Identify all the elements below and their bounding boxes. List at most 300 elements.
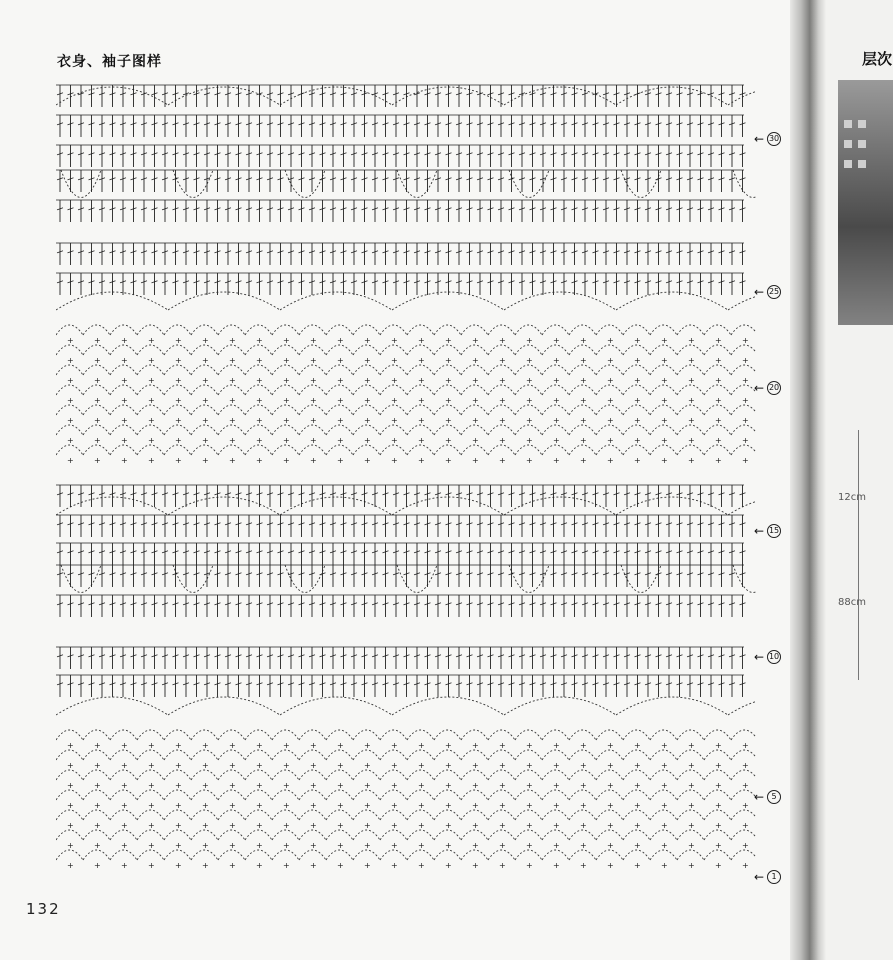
- svg-text:+: +: [310, 841, 317, 850]
- svg-text:+: +: [229, 761, 236, 770]
- svg-text:+: +: [580, 436, 587, 445]
- svg-text:+: +: [229, 841, 236, 850]
- svg-text:+: +: [229, 821, 236, 830]
- svg-text:+: +: [418, 356, 425, 365]
- right-page-heading: 层次: [862, 50, 893, 68]
- svg-text:+: +: [310, 396, 317, 405]
- svg-text:+: +: [256, 416, 263, 425]
- svg-text:+: +: [742, 801, 749, 810]
- svg-text:+: +: [337, 761, 344, 770]
- svg-text:+: +: [202, 436, 209, 445]
- svg-text:+: +: [661, 356, 668, 365]
- svg-text:+: +: [148, 801, 155, 810]
- svg-text:+: +: [67, 761, 74, 770]
- svg-text:+: +: [175, 376, 182, 385]
- svg-text:+: +: [283, 821, 290, 830]
- svg-text:+: +: [661, 801, 668, 810]
- svg-text:+: +: [229, 376, 236, 385]
- svg-text:+: +: [526, 436, 533, 445]
- svg-text:+: +: [553, 861, 560, 870]
- svg-text:+: +: [94, 416, 101, 425]
- svg-text:+: +: [499, 801, 506, 810]
- svg-text:+: +: [445, 821, 452, 830]
- svg-text:+: +: [634, 416, 641, 425]
- svg-text:+: +: [148, 376, 155, 385]
- svg-text:+: +: [553, 841, 560, 850]
- svg-text:+: +: [661, 781, 668, 790]
- svg-text:+: +: [121, 781, 128, 790]
- svg-text:+: +: [148, 436, 155, 445]
- svg-text:+: +: [445, 416, 452, 425]
- svg-text:+: +: [283, 416, 290, 425]
- svg-text:+: +: [607, 396, 614, 405]
- svg-text:+: +: [391, 416, 398, 425]
- svg-text:+: +: [310, 821, 317, 830]
- svg-text:+: +: [364, 841, 371, 850]
- svg-text:+: +: [337, 396, 344, 405]
- svg-text:+: +: [526, 821, 533, 830]
- svg-text:+: +: [688, 841, 695, 850]
- svg-text:+: +: [391, 761, 398, 770]
- svg-text:+: +: [94, 356, 101, 365]
- svg-text:+: +: [391, 356, 398, 365]
- svg-text:+: +: [337, 436, 344, 445]
- svg-text:+: +: [634, 821, 641, 830]
- svg-text:+: +: [283, 456, 290, 465]
- svg-text:+: +: [364, 356, 371, 365]
- svg-text:+: +: [472, 456, 479, 465]
- row-marker-25: ← 25: [754, 285, 780, 299]
- svg-text:+: +: [580, 841, 587, 850]
- svg-text:+: +: [445, 841, 452, 850]
- svg-text:+: +: [121, 456, 128, 465]
- svg-text:+: +: [202, 336, 209, 345]
- svg-text:+: +: [607, 376, 614, 385]
- svg-text:+: +: [661, 821, 668, 830]
- svg-text:+: +: [418, 741, 425, 750]
- svg-text:+: +: [526, 841, 533, 850]
- svg-text:+: +: [283, 861, 290, 870]
- svg-text:+: +: [499, 841, 506, 850]
- svg-text:+: +: [445, 376, 452, 385]
- svg-text:+: +: [310, 336, 317, 345]
- svg-text:+: +: [418, 781, 425, 790]
- svg-text:+: +: [472, 396, 479, 405]
- svg-text:+: +: [283, 761, 290, 770]
- svg-text:+: +: [526, 396, 533, 405]
- svg-text:+: +: [715, 376, 722, 385]
- svg-text:+: +: [67, 356, 74, 365]
- svg-text:+: +: [67, 376, 74, 385]
- svg-text:+: +: [607, 801, 614, 810]
- svg-text:+: +: [661, 376, 668, 385]
- svg-text:+: +: [553, 436, 560, 445]
- svg-text:+: +: [148, 821, 155, 830]
- svg-text:+: +: [364, 821, 371, 830]
- svg-text:+: +: [94, 861, 101, 870]
- svg-text:+: +: [607, 841, 614, 850]
- svg-text:+: +: [526, 781, 533, 790]
- svg-text:+: +: [526, 456, 533, 465]
- svg-text:+: +: [391, 741, 398, 750]
- svg-text:+: +: [526, 376, 533, 385]
- svg-text:+: +: [364, 336, 371, 345]
- svg-text:+: +: [526, 416, 533, 425]
- svg-text:+: +: [283, 376, 290, 385]
- svg-text:+: +: [553, 781, 560, 790]
- svg-text:+: +: [364, 416, 371, 425]
- svg-text:+: +: [715, 741, 722, 750]
- svg-text:+: +: [634, 376, 641, 385]
- svg-text:+: +: [202, 456, 209, 465]
- left-arrow-icon: ←: [754, 790, 765, 804]
- svg-text:+: +: [148, 416, 155, 425]
- svg-text:+: +: [661, 841, 668, 850]
- svg-text:+: +: [67, 841, 74, 850]
- svg-text:+: +: [283, 781, 290, 790]
- svg-text:+: +: [499, 761, 506, 770]
- svg-text:+: +: [175, 436, 182, 445]
- svg-text:+: +: [67, 456, 74, 465]
- svg-text:+: +: [499, 356, 506, 365]
- svg-text:+: +: [553, 416, 560, 425]
- svg-text:+: +: [202, 416, 209, 425]
- svg-text:+: +: [418, 376, 425, 385]
- svg-text:+: +: [364, 801, 371, 810]
- svg-text:+: +: [553, 356, 560, 365]
- svg-text:+: +: [607, 821, 614, 830]
- page-number: 132: [26, 900, 61, 918]
- svg-text:+: +: [418, 821, 425, 830]
- svg-text:+: +: [337, 781, 344, 790]
- svg-text:+: +: [607, 356, 614, 365]
- svg-text:+: +: [310, 761, 317, 770]
- svg-text:+: +: [310, 436, 317, 445]
- svg-text:+: +: [634, 336, 641, 345]
- svg-text:+: +: [94, 436, 101, 445]
- svg-text:+: +: [148, 741, 155, 750]
- svg-text:+: +: [256, 841, 263, 850]
- svg-text:+: +: [310, 456, 317, 465]
- svg-text:+: +: [634, 436, 641, 445]
- svg-text:+: +: [202, 801, 209, 810]
- left-arrow-icon: ←: [754, 381, 765, 395]
- svg-text:+: +: [499, 741, 506, 750]
- svg-text:+: +: [526, 356, 533, 365]
- svg-text:+: +: [742, 841, 749, 850]
- svg-text:+: +: [283, 801, 290, 810]
- svg-text:+: +: [67, 436, 74, 445]
- svg-text:+: +: [580, 396, 587, 405]
- measurement-label-a: 12cm: [838, 492, 866, 503]
- svg-text:+: +: [688, 396, 695, 405]
- svg-text:+: +: [607, 336, 614, 345]
- svg-text:+: +: [229, 356, 236, 365]
- svg-text:+: +: [175, 841, 182, 850]
- svg-text:+: +: [553, 741, 560, 750]
- svg-text:+: +: [715, 841, 722, 850]
- svg-text:+: +: [364, 761, 371, 770]
- svg-text:+: +: [202, 821, 209, 830]
- svg-text:+: +: [202, 861, 209, 870]
- svg-text:+: +: [580, 356, 587, 365]
- svg-text:+: +: [553, 761, 560, 770]
- left-arrow-icon: ←: [754, 650, 765, 664]
- svg-text:+: +: [607, 761, 614, 770]
- svg-text:+: +: [634, 741, 641, 750]
- svg-text:+: +: [391, 376, 398, 385]
- svg-text:+: +: [526, 801, 533, 810]
- svg-text:+: +: [337, 821, 344, 830]
- svg-text:+: +: [445, 801, 452, 810]
- svg-text:+: +: [742, 336, 749, 345]
- svg-text:+: +: [391, 336, 398, 345]
- svg-text:+: +: [418, 841, 425, 850]
- row-marker-15: ← 15: [754, 524, 780, 538]
- svg-text:+: +: [283, 356, 290, 365]
- svg-text:+: +: [418, 436, 425, 445]
- left-arrow-icon: ←: [754, 870, 765, 884]
- svg-text:+: +: [715, 356, 722, 365]
- row-marker-10: ← 10: [754, 650, 780, 664]
- svg-text:+: +: [688, 416, 695, 425]
- svg-text:+: +: [121, 416, 128, 425]
- svg-text:+: +: [148, 861, 155, 870]
- svg-text:+: +: [661, 336, 668, 345]
- svg-text:+: +: [526, 741, 533, 750]
- svg-text:+: +: [661, 741, 668, 750]
- svg-text:+: +: [256, 396, 263, 405]
- svg-text:+: +: [472, 761, 479, 770]
- svg-text:+: +: [688, 741, 695, 750]
- svg-text:+: +: [229, 801, 236, 810]
- svg-text:+: +: [607, 741, 614, 750]
- svg-text:+: +: [688, 336, 695, 345]
- svg-text:+: +: [310, 781, 317, 790]
- svg-text:+: +: [310, 861, 317, 870]
- svg-text:+: +: [148, 396, 155, 405]
- svg-text:+: +: [256, 741, 263, 750]
- svg-text:+: +: [418, 336, 425, 345]
- svg-text:+: +: [94, 336, 101, 345]
- svg-text:+: +: [526, 336, 533, 345]
- svg-text:+: +: [391, 801, 398, 810]
- svg-text:+: +: [391, 821, 398, 830]
- svg-text:+: +: [607, 436, 614, 445]
- svg-text:+: +: [256, 336, 263, 345]
- svg-text:+: +: [364, 781, 371, 790]
- svg-text:+: +: [580, 741, 587, 750]
- svg-text:+: +: [229, 416, 236, 425]
- svg-text:+: +: [121, 436, 128, 445]
- svg-text:+: +: [580, 861, 587, 870]
- svg-text:+: +: [418, 861, 425, 870]
- svg-text:+: +: [229, 336, 236, 345]
- svg-text:+: +: [229, 436, 236, 445]
- svg-text:+: +: [337, 801, 344, 810]
- svg-text:+: +: [94, 781, 101, 790]
- svg-text:+: +: [67, 336, 74, 345]
- svg-text:+: +: [634, 781, 641, 790]
- svg-text:+: +: [148, 356, 155, 365]
- svg-text:+: +: [67, 801, 74, 810]
- svg-text:+: +: [175, 416, 182, 425]
- svg-text:+: +: [688, 821, 695, 830]
- left-arrow-icon: ←: [754, 285, 765, 299]
- svg-text:+: +: [121, 376, 128, 385]
- svg-text:+: +: [391, 456, 398, 465]
- svg-text:+: +: [283, 336, 290, 345]
- svg-text:+: +: [472, 821, 479, 830]
- svg-text:+: +: [337, 861, 344, 870]
- svg-text:+: +: [445, 781, 452, 790]
- svg-text:+: +: [337, 456, 344, 465]
- svg-text:+: +: [499, 861, 506, 870]
- svg-text:+: +: [229, 456, 236, 465]
- svg-text:+: +: [256, 861, 263, 870]
- svg-text:+: +: [418, 761, 425, 770]
- svg-text:+: +: [283, 396, 290, 405]
- svg-text:+: +: [661, 416, 668, 425]
- svg-text:+: +: [472, 841, 479, 850]
- svg-text:+: +: [472, 416, 479, 425]
- svg-text:+: +: [175, 861, 182, 870]
- svg-text:+: +: [202, 741, 209, 750]
- svg-text:+: +: [148, 336, 155, 345]
- svg-text:+: +: [67, 396, 74, 405]
- svg-text:+: +: [364, 456, 371, 465]
- svg-text:+: +: [742, 761, 749, 770]
- svg-text:+: +: [715, 861, 722, 870]
- svg-text:+: +: [715, 761, 722, 770]
- svg-text:+: +: [580, 761, 587, 770]
- svg-text:+: +: [121, 396, 128, 405]
- svg-text:+: +: [580, 781, 587, 790]
- svg-text:+: +: [499, 436, 506, 445]
- svg-text:+: +: [661, 761, 668, 770]
- svg-text:+: +: [742, 416, 749, 425]
- svg-text:+: +: [580, 416, 587, 425]
- svg-text:+: +: [553, 821, 560, 830]
- svg-text:+: +: [202, 781, 209, 790]
- svg-text:+: +: [148, 761, 155, 770]
- svg-text:+: +: [445, 741, 452, 750]
- svg-text:+: +: [94, 761, 101, 770]
- svg-text:+: +: [634, 396, 641, 405]
- svg-text:+: +: [580, 801, 587, 810]
- row-marker-30: ← 30: [754, 132, 780, 146]
- svg-text:+: +: [364, 436, 371, 445]
- svg-text:+: +: [634, 801, 641, 810]
- svg-text:+: +: [337, 741, 344, 750]
- svg-text:+: +: [742, 356, 749, 365]
- svg-text:+: +: [742, 436, 749, 445]
- svg-text:+: +: [310, 356, 317, 365]
- svg-text:+: +: [661, 861, 668, 870]
- svg-text:+: +: [94, 821, 101, 830]
- svg-text:+: +: [175, 761, 182, 770]
- svg-text:+: +: [67, 821, 74, 830]
- svg-text:+: +: [364, 376, 371, 385]
- svg-text:+: +: [742, 741, 749, 750]
- svg-text:+: +: [202, 396, 209, 405]
- svg-text:+: +: [175, 781, 182, 790]
- svg-text:+: +: [499, 781, 506, 790]
- svg-text:+: +: [256, 761, 263, 770]
- svg-text:+: +: [445, 356, 452, 365]
- svg-text:+: +: [580, 456, 587, 465]
- svg-text:+: +: [742, 821, 749, 830]
- svg-text:+: +: [391, 396, 398, 405]
- svg-text:+: +: [688, 801, 695, 810]
- svg-text:+: +: [121, 801, 128, 810]
- svg-text:+: +: [121, 821, 128, 830]
- svg-text:+: +: [121, 761, 128, 770]
- svg-text:+: +: [607, 416, 614, 425]
- svg-text:+: +: [472, 336, 479, 345]
- svg-text:+: +: [310, 416, 317, 425]
- svg-text:+: +: [121, 336, 128, 345]
- svg-text:+: +: [391, 841, 398, 850]
- svg-text:+: +: [364, 741, 371, 750]
- crochet-chart: [56, 75, 756, 895]
- svg-text:+: +: [472, 741, 479, 750]
- svg-text:+: +: [661, 436, 668, 445]
- svg-text:+: +: [94, 741, 101, 750]
- svg-text:+: +: [175, 821, 182, 830]
- svg-text:+: +: [229, 741, 236, 750]
- svg-text:+: +: [148, 781, 155, 790]
- svg-text:+: +: [121, 356, 128, 365]
- measurement-label-b: 88cm: [838, 597, 866, 608]
- svg-text:+: +: [94, 456, 101, 465]
- svg-text:+: +: [634, 356, 641, 365]
- svg-text:+: +: [94, 396, 101, 405]
- svg-text:+: +: [337, 356, 344, 365]
- svg-text:+: +: [121, 861, 128, 870]
- svg-text:+: +: [499, 396, 506, 405]
- svg-text:+: +: [148, 456, 155, 465]
- svg-text:+: +: [175, 801, 182, 810]
- svg-text:+: +: [256, 781, 263, 790]
- svg-text:+: +: [742, 456, 749, 465]
- svg-text:+: +: [715, 456, 722, 465]
- svg-text:+: +: [445, 456, 452, 465]
- svg-text:+: +: [742, 376, 749, 385]
- svg-text:+: +: [607, 456, 614, 465]
- svg-text:+: +: [688, 356, 695, 365]
- svg-text:+: +: [553, 336, 560, 345]
- svg-text:+: +: [202, 841, 209, 850]
- left-arrow-icon: ←: [754, 132, 765, 146]
- svg-text:+: +: [202, 761, 209, 770]
- svg-text:+: +: [553, 396, 560, 405]
- svg-text:+: +: [472, 861, 479, 870]
- svg-text:+: +: [688, 456, 695, 465]
- row-marker-5: ← 5: [754, 790, 781, 804]
- svg-text:+: +: [715, 336, 722, 345]
- garment-schematic: [858, 430, 893, 680]
- svg-text:+: +: [445, 436, 452, 445]
- svg-text:+: +: [472, 356, 479, 365]
- svg-text:+: +: [472, 436, 479, 445]
- svg-text:+: +: [256, 356, 263, 365]
- svg-text:+: +: [175, 741, 182, 750]
- svg-text:+: +: [553, 376, 560, 385]
- svg-text:+: +: [94, 376, 101, 385]
- svg-text:+: +: [715, 821, 722, 830]
- svg-text:+: +: [148, 841, 155, 850]
